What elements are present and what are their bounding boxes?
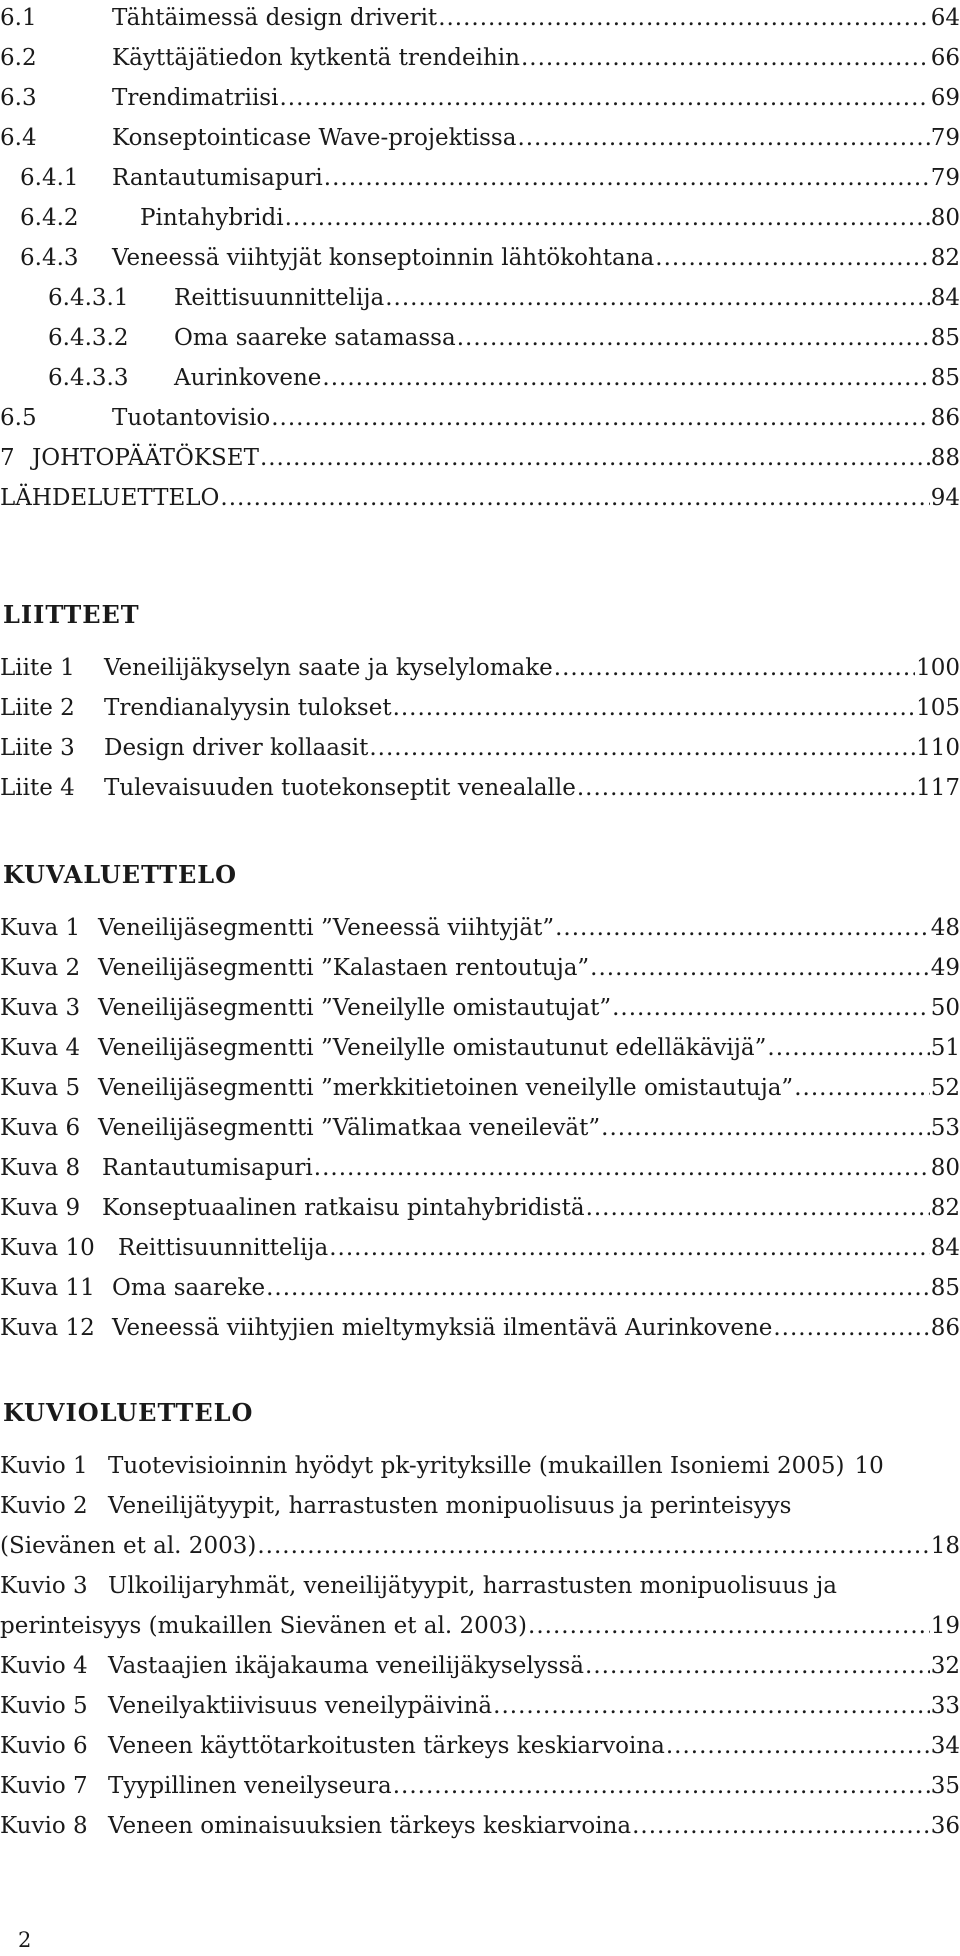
toc-page: 66 <box>930 45 960 71</box>
diagram-number: Kuvio 1 <box>0 1453 88 1479</box>
diagram-page: 35 <box>930 1773 960 1799</box>
dot-leader <box>794 1074 930 1102</box>
dot-leader <box>285 204 930 232</box>
toc-page: 79 <box>930 165 960 191</box>
toc-title: Aurinkovene <box>174 365 322 391</box>
diagram-page: 36 <box>930 1813 960 1839</box>
diagram-number: Kuvio 3 <box>0 1573 88 1599</box>
section-heading-kuvioluettelo: KUVIOLUETTELO <box>3 1398 254 1427</box>
figure-title: Veneilijäsegmentti ”Kalastaen rentoutuja” <box>98 955 590 981</box>
figure-entry <box>0 1302 960 1342</box>
figure-title: Konseptuaalinen ratkaisu pintahybridistä <box>102 1195 585 1221</box>
toc-entry <box>20 232 960 272</box>
toc-entry <box>0 32 960 72</box>
figure-title: Veneilijäsegmentti ”Veneilylle omistautunut edelläkävijä” <box>98 1035 767 1061</box>
diagram-number: Kuvio 7 <box>0 1773 88 1799</box>
figure-page: 48 <box>930 915 960 941</box>
toc-page: 80 <box>930 205 960 231</box>
toc-page: 85 <box>930 325 960 351</box>
figure-number: Kuva 11 <box>0 1275 95 1301</box>
dot-leader <box>666 1732 930 1760</box>
toc-title: Konseptointicase Wave-projektissa <box>112 125 517 151</box>
toc-entry <box>0 392 960 432</box>
appendix-entry <box>0 682 960 722</box>
figure-page: 86 <box>930 1315 960 1341</box>
dot-leader <box>601 1114 930 1142</box>
toc-page: 85 <box>930 365 960 391</box>
diagram-entry-continuation <box>0 1600 960 1640</box>
diagram-title: Tyypillinen veneilyseura <box>108 1773 392 1799</box>
dot-leader <box>773 1314 929 1342</box>
figure-entry <box>0 942 960 982</box>
dot-leader <box>528 1612 930 1640</box>
diagram-title: Veneen käyttötarkoitusten tärkeys keskiarvoina <box>108 1733 665 1759</box>
dot-leader <box>271 404 930 432</box>
toc-page: 88 <box>930 445 960 471</box>
diagram-entry <box>0 1720 960 1760</box>
toc-page: 69 <box>930 85 960 111</box>
dot-leader <box>322 364 929 392</box>
diagram-number: Kuvio 8 <box>0 1813 88 1839</box>
figure-title: Oma saareke <box>112 1275 266 1301</box>
figure-page: 49 <box>930 955 960 981</box>
appendix-number: Liite 4 <box>0 775 75 801</box>
diagram-entry <box>0 1480 960 1520</box>
figure-number: Kuva 6 <box>0 1115 81 1141</box>
diagram-title: Tuotevisioinnin hyödyt pk-yrityksille (mukaillen Isoniemi 2005) <box>108 1453 845 1479</box>
appendix-entry <box>0 642 960 682</box>
figure-entry <box>0 1022 960 1062</box>
toc-page: 86 <box>930 405 960 431</box>
section-heading-liitteet: LIITTEET <box>3 600 140 629</box>
appendix-title: Trendianalyysin tulokset <box>104 695 392 721</box>
toc-entry <box>20 192 960 232</box>
appendix-title: Veneilijäkyselyn saate ja kyselylomake <box>104 655 553 681</box>
toc-entry <box>0 0 960 32</box>
dot-leader <box>655 244 929 272</box>
toc-number: 6.4.3.3 <box>48 365 129 391</box>
appendix-number: Liite 3 <box>0 735 75 761</box>
diagram-page: 34 <box>930 1733 960 1759</box>
diagram-page: 32 <box>930 1653 960 1679</box>
figure-entry <box>0 1102 960 1142</box>
figure-page: 50 <box>930 995 960 1021</box>
toc-title: Pintahybridi <box>140 205 284 231</box>
toc-number: 6.3 <box>0 85 37 111</box>
appendix-page: 105 <box>916 695 960 721</box>
dot-leader <box>612 994 930 1022</box>
dot-leader <box>385 284 930 312</box>
toc-title: Rantautumisapuri <box>112 165 323 191</box>
toc-number: 6.4.2 <box>20 205 79 231</box>
toc-entry <box>48 312 960 352</box>
toc-number: 6.4.3 <box>20 245 79 271</box>
figure-number: Kuva 9 <box>0 1195 81 1221</box>
toc-title: Oma saareke satamassa <box>174 325 456 351</box>
diagram-title-line1: Ulkoilijaryhmät, veneilijätyypit, harrastusten monipuolisuus ja <box>108 1573 837 1599</box>
diagram-entry <box>0 1440 960 1480</box>
diagram-number: Kuvio 5 <box>0 1693 88 1719</box>
page-number: 2 <box>18 1928 32 1952</box>
toc-title: JOHTOPÄÄTÖKSET <box>32 445 259 471</box>
diagram-number: Kuvio 2 <box>0 1493 88 1519</box>
toc-number: 6.4.3.1 <box>48 285 129 311</box>
toc-page: 82 <box>930 245 960 271</box>
dot-leader <box>324 164 930 192</box>
figure-number: Kuva 4 <box>0 1035 81 1061</box>
figure-number: Kuva 2 <box>0 955 81 981</box>
dot-leader <box>586 1194 930 1222</box>
figure-page: 51 <box>930 1035 960 1061</box>
toc-entry <box>0 112 960 152</box>
figure-page: 53 <box>930 1115 960 1141</box>
dot-leader <box>555 914 930 942</box>
appendix-entry <box>0 762 960 802</box>
section-heading-kuvaluettelo: KUVALUETTELO <box>3 860 238 889</box>
diagram-page: 33 <box>930 1693 960 1719</box>
diagram-entry-continuation <box>0 1520 960 1560</box>
figure-entry <box>0 982 960 1022</box>
toc-title: Tähtäimessä design driverit <box>112 5 438 31</box>
figure-title: Veneilijäsegmentti ”Välimatkaa veneilevät” <box>98 1115 601 1141</box>
appendix-page: 110 <box>916 735 960 761</box>
dot-leader <box>329 1234 930 1262</box>
dot-leader <box>257 1532 929 1560</box>
figure-number: Kuva 1 <box>0 915 81 941</box>
figure-number: Kuva 5 <box>0 1075 81 1101</box>
dot-leader <box>279 84 929 112</box>
diagram-title-line2: (Sievänen et al. 2003) <box>0 1533 257 1559</box>
toc-number: 6.4 <box>0 125 37 151</box>
diagram-entry <box>0 1560 960 1600</box>
figure-page: 84 <box>930 1235 960 1261</box>
figure-entry <box>0 1062 960 1102</box>
figure-number: Kuva 10 <box>0 1235 95 1261</box>
dot-leader <box>457 324 930 352</box>
dot-leader <box>632 1812 930 1840</box>
dot-leader <box>493 1692 930 1720</box>
dot-leader <box>369 734 915 762</box>
toc-title: Reittisuunnittelija <box>174 285 385 311</box>
diagram-title: Veneen ominaisuuksien tärkeys keskiarvoina <box>108 1813 632 1839</box>
figure-title: Veneilijäsegmentti ”Veneilylle omistautujat” <box>98 995 612 1021</box>
dot-leader <box>590 954 930 982</box>
dot-leader <box>517 124 929 152</box>
figure-page: 82 <box>930 1195 960 1221</box>
appendix-title: Tulevaisuuden tuotekonseptit venealalle <box>104 775 576 801</box>
figure-entry <box>0 1182 960 1222</box>
diagram-number: Kuvio 6 <box>0 1733 88 1759</box>
appendix-title: Design driver kollaasit <box>104 735 369 761</box>
toc-number: 6.4.3.2 <box>48 325 129 351</box>
dot-leader <box>521 44 930 72</box>
figure-number: Kuva 8 <box>0 1155 81 1181</box>
diagram-page: 10 <box>854 1453 884 1479</box>
toc-entry <box>20 152 960 192</box>
toc-entry <box>0 472 960 512</box>
toc-number: 6.2 <box>0 45 37 71</box>
appendix-page: 117 <box>916 775 960 801</box>
diagram-title: Vastaajien ikäjakauma veneilijäkyselyssä <box>108 1653 585 1679</box>
toc-entry <box>0 432 960 472</box>
diagram-title-line1: Veneilijätyypit, harrastusten monipuolisuus ja perinteisyys <box>108 1493 792 1519</box>
toc-page: 94 <box>930 485 960 511</box>
dot-leader <box>438 4 930 32</box>
figure-entry <box>0 1222 960 1262</box>
dot-leader <box>260 444 930 472</box>
toc-entry <box>48 352 960 392</box>
toc-title: Trendimatriisi <box>112 85 279 111</box>
toc-title: Käyttäjätiedon kytkentä trendeihin <box>112 45 520 71</box>
toc-title: Tuotantovisio <box>112 405 271 431</box>
toc-page: 79 <box>930 125 960 151</box>
appendix-entry <box>0 722 960 762</box>
figure-page: 85 <box>930 1275 960 1301</box>
toc-number: 6.1 <box>0 5 37 31</box>
dot-leader <box>393 1772 930 1800</box>
toc-page: 64 <box>930 5 960 31</box>
figure-title: Rantautumisapuri <box>102 1155 313 1181</box>
figure-number: Kuva 12 <box>0 1315 95 1341</box>
diagram-title-line2: perinteisyys (mukaillen Sievänen et al. 2003) <box>0 1613 528 1639</box>
figure-page: 52 <box>930 1075 960 1101</box>
figure-title: Veneilijäsegmentti ”merkkitietoinen veneilylle omistautuja” <box>98 1075 794 1101</box>
appendix-number: Liite 2 <box>0 695 75 721</box>
appendix-page: 100 <box>916 655 960 681</box>
diagram-page: 19 <box>930 1613 960 1639</box>
dot-leader <box>393 694 916 722</box>
dot-leader <box>577 774 915 802</box>
diagram-title: Veneilyaktiivisuus veneilypäivinä <box>108 1693 493 1719</box>
toc-title: LÄHDELUETTELO <box>0 485 220 511</box>
toc-number: 6.5 <box>0 405 37 431</box>
figure-page: 80 <box>930 1155 960 1181</box>
figure-number: Kuva 3 <box>0 995 81 1021</box>
diagram-entry <box>0 1800 960 1840</box>
figure-entry <box>0 1262 960 1302</box>
toc-page: 84 <box>930 285 960 311</box>
figure-title: Veneilijäsegmentti ”Veneessä viihtyjät” <box>98 915 555 941</box>
dot-leader <box>554 654 915 682</box>
diagram-number: Kuvio 4 <box>0 1653 88 1679</box>
diagram-entry <box>0 1760 960 1800</box>
toc-title: Veneessä viihtyjät konseptoinnin lähtökohtana <box>112 245 655 271</box>
diagram-entry <box>0 1680 960 1720</box>
figure-entry <box>0 1142 960 1182</box>
dot-leader <box>266 1274 930 1302</box>
diagram-page: 18 <box>930 1533 960 1559</box>
dot-leader <box>767 1034 929 1062</box>
dot-leader <box>585 1652 930 1680</box>
figure-entry <box>0 902 960 942</box>
diagram-entry <box>0 1640 960 1680</box>
dot-leader <box>314 1154 930 1182</box>
toc-number: 6.4.1 <box>20 165 79 191</box>
toc-entry <box>48 272 960 312</box>
toc-number: 7 <box>0 445 15 471</box>
dot-leader <box>220 484 929 512</box>
toc-entry <box>0 72 960 112</box>
figure-title: Reittisuunnittelija <box>118 1235 329 1261</box>
figure-title: Veneessä viihtyjien mieltymyksiä ilmentävä Aurinkovene <box>112 1315 773 1341</box>
appendix-number: Liite 1 <box>0 655 75 681</box>
